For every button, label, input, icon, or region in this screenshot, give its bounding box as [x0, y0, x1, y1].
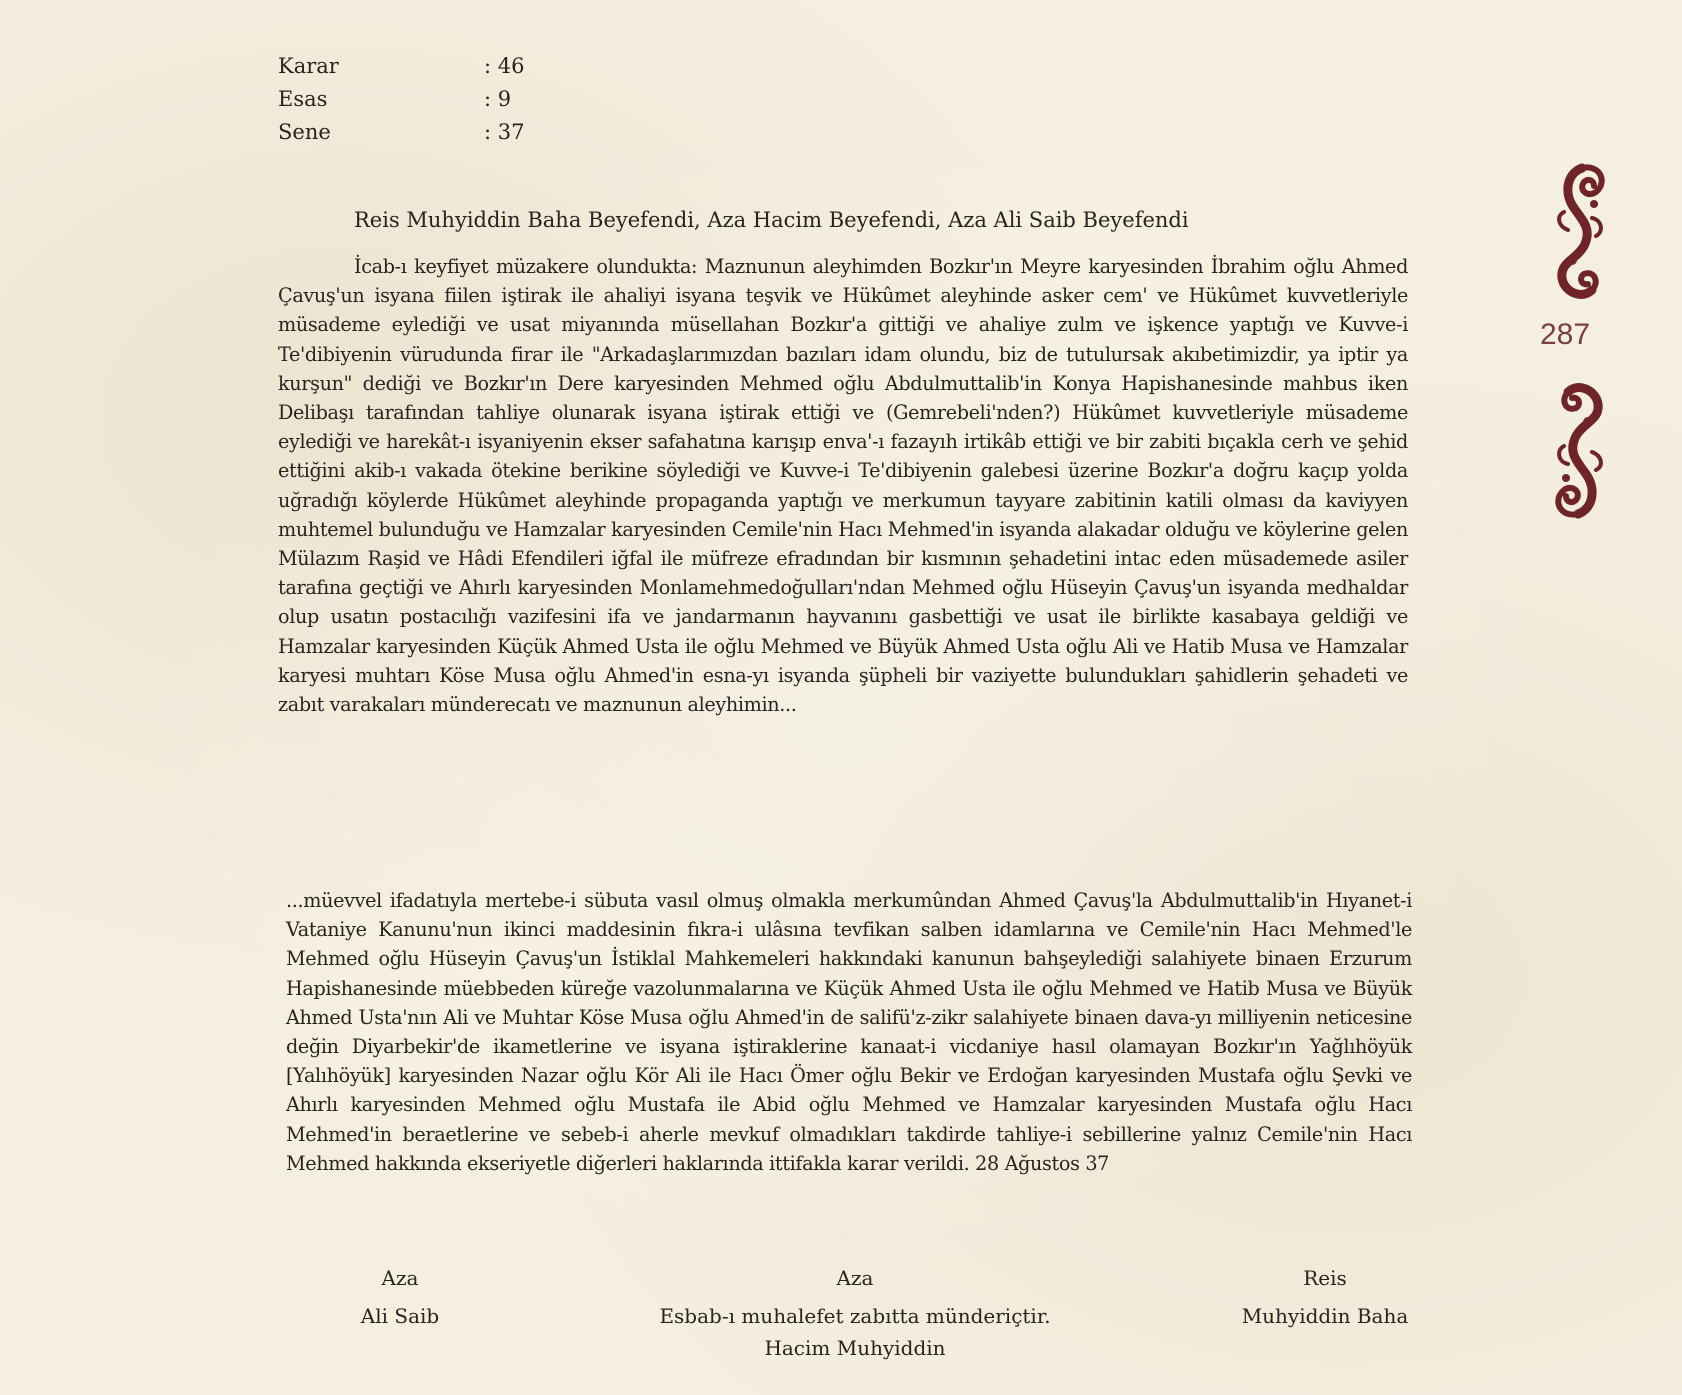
dissent-note: Esbab-ı muhalefet zabıtta münderiçtir. — [659, 1304, 1051, 1328]
signature-name: Hacim Muhyiddin — [764, 1336, 946, 1360]
body-paragraph-1: İcab-ı keyfiyet müzakere olundukta: Maznunun aleyhimden Bozkır'ın Meyre karyesinden İbrahim oğlu Ahmed Çavuş'un isyana fiilen iştirak ile ahaliyi isyana teşvik ve Hükûmet aleyhinde asker cem' ve Hükûmet kuvvetleriyle müsademe eylediği ve usat miyanında müsellahan Bozkır'a gittiği ve ahaliye zulm ve işkence yaptığı ve Kuvve-i Te'dibiyenin vürudunda firar ile "Arkadaşlarımızdan bazıları idam olundu, biz de tutulursak akıbetimizdir, ya iptir ya kurşun" dediği ve Bozkır'ın Dere karyesinden Mehmed oğlu Abdulmuttalib'in Konya Hapishanesinde mahbus iken Delibaşı tarafından tahliye olunarak isyana iştirak ettiği ve (Gemrebeli'nden?) Hükûmet kuvvetleriyle müsademe eylediği ve harekât-ı isyaniyenin ekser safahatına karışıp enva'-ı fazayıh irtikâb ettiği ve bir zabiti bıçakla cerh ve şehid ettiğini akib-ı vakada ötekine berikine söylediği ve Kuvve-i Te'dibiyenin galebesi üzerine Bozkır'a doğru kaçıp yolda uğradığı köylerde Hükûmet aleyhinde propaganda yaptığı ve merkumun tayyare zabitinin katili olması da kaviyyen muhtemel bulunduğu ve Hamzalar karyesinden Cemile'nin Hacı Mehmed'in isyanda alakadar olduğu ve köylerine gelen Mülazım Raşid ve Hâdi Efendileri iğfal ile müfreze efradından bir kısmının şehadetini intac eden müsademede asiler tarafına geçtiği ve Ahırlı karyesinden Monlamehmedoğulları'ndan Mehmed oğlu Hüseyin Çavuş'un isyanda medhaldar olup usatın postacılığı vazifesini ifa ve jandarmanın hayvanını gasbettiği ve usat ile birlikte kasabaya geldiği ve Hamzalar karyesinden Küçük Ahmed Usta ile oğlu Mehmed ve Büyük Ahmed Usta oğlu Ali ve Hatib Musa ve Hamzalar karyesi muhtarı Köse Musa oğlu Ahmed'in esna-yı isyanda şüpheli bir vaziyette bulundukları şahidlerin şehadeti ve zabıt varakaları münderecatı ve maznunun aleyhimin... — [278, 255, 1408, 717]
signature-title: Aza — [381, 1266, 419, 1290]
meta-key: Esas — [278, 87, 328, 111]
meta-row-esas — [278, 83, 524, 116]
meta-value: : 46 — [484, 54, 525, 78]
page-number: 287 — [1540, 318, 1591, 351]
meta-key: Karar — [278, 54, 339, 78]
signature-middle — [640, 1262, 1070, 1364]
meta-value: : 37 — [484, 120, 525, 144]
signature-title: Reis — [1303, 1266, 1347, 1290]
meta-value: : 9 — [484, 87, 512, 111]
meta-row-sene — [278, 116, 524, 149]
signature-name: Muhyiddin Baha — [1241, 1304, 1409, 1328]
signature-block — [300, 1262, 1442, 1372]
signature-name: Ali Saib — [360, 1304, 440, 1328]
court-members-heading: Reis Muhyiddin Baha Beyefendi, Aza Hacim Beyefendi, Aza Ali Saib Beyefendi — [354, 208, 1189, 232]
case-meta — [278, 50, 524, 149]
meta-row-karar — [278, 50, 524, 83]
scroll-ornament-icon — [1548, 160, 1612, 310]
signature-right — [1160, 1262, 1490, 1332]
scroll-ornament-icon — [1548, 372, 1612, 522]
signature-title: Aza — [836, 1266, 874, 1290]
meta-key: Sene — [278, 120, 331, 144]
signature-left — [300, 1262, 500, 1332]
body-paragraph-2: ...müevvel ifadatıyla mertebe-i sübuta vasıl olmuş olmakla merkumûndan Ahmed Çavuş'la Abdulmuttalib'in Hıyanet-i Vataniye Kanunu'nun ikinci maddesinin fıkra-i ulâsına tevfikan salben idamlarına ve Cemile'nin Hacı Mehmed'le Mehmed oğlu Hüseyin Çavuş'un İstiklal Mahkemeleri hakkındaki kanunun bahşeylediği salahiyete binaen Erzurum Hapishanesinde müebbeden küreğe vazolunmalarına ve Küçük Ahmed Usta ile oğlu Mehmed ve Hatib Musa ve Büyük Ahmed Usta'nın Ali ve Muhtar Köse Musa oğlu Ahmed'in de salifü'z-zikr salahiyete binaen dava-yı milliyenin neticesine değin Diyarbekir'de ikametlerine ve isyana iştiraklerine kanaat-i vicdaniye hasıl olamayan Bozkır'ın Yağlıhöyük [Yalıhöyük] karyesinden Nazar oğlu Kör Ali ile Hacı Ömer oğlu Bekir ve Erdoğan karyesinden Mustafa oğlu Şevki ve Ahırlı karyesinden Mehmed oğlu Mustafa ile Abid oğlu Mehmed ve Hamzalar karyesinden Mustafa oğlu Hacı Mehmed'in beraetlerine ve sebeb-i aherle mevkuf olmadıkları takdirde tahliye-i sebillerine yalnız Cemile'nin Hacı Mehmed hakkında ekseriyetle diğerleri haklarında ittifakla karar verildi. 28 Ağustos 37 — [286, 889, 1412, 1175]
